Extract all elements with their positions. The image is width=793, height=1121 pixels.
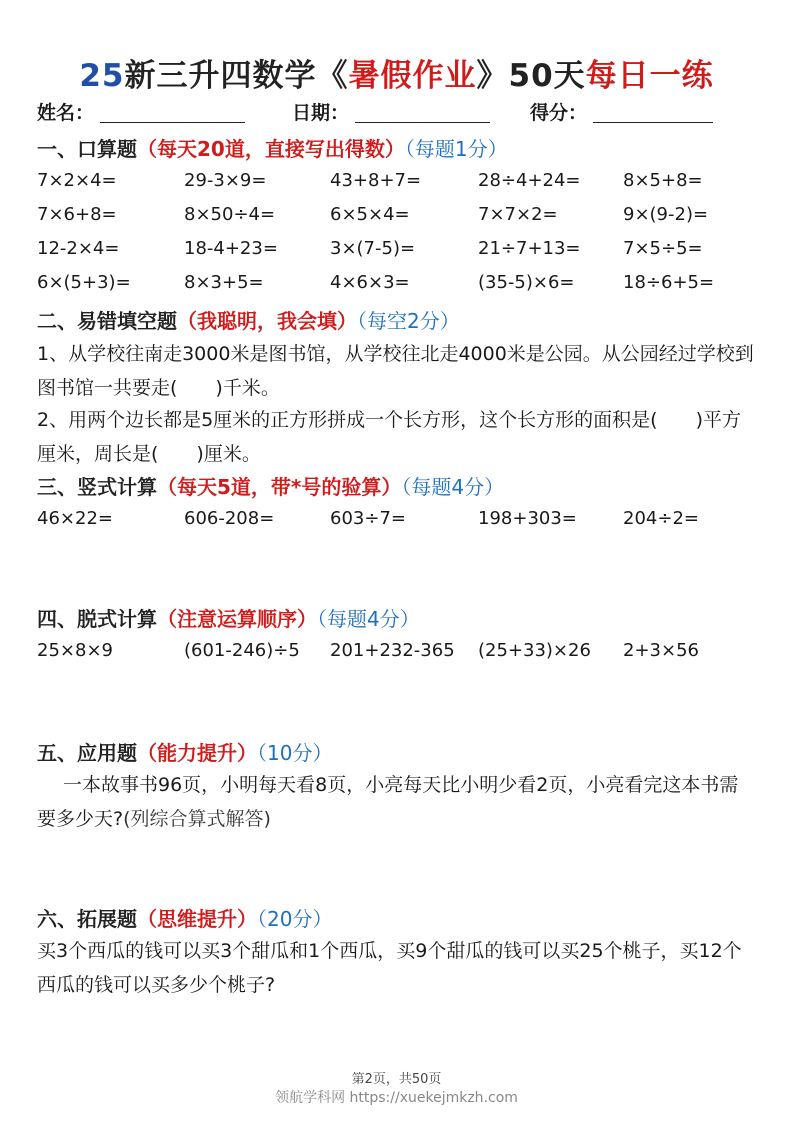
section-5-heading [37,737,332,766]
word-problem [37,768,757,836]
page-number: 第2页，共50页 [351,1072,442,1087]
title-highlight: 暑假作业 [348,58,477,94]
oral-calc-item: 28÷4+24= [478,170,581,191]
calc-item: 606-208= [184,508,275,529]
section-title: 六、拓展题 [37,907,137,931]
section-title: 五、应用题 [37,741,137,765]
title-part: 新三升四数学《 [124,58,349,94]
calc-item: 198+303= [478,508,577,529]
section-4-heading [37,603,420,632]
name-label: 姓名： [37,102,95,124]
score-label: 得分： [530,102,588,124]
oral-calc-item: 12-2×4= [37,238,120,259]
section-note: （注意运算顺序） [157,607,317,631]
oral-calc-row [0,170,793,196]
oral-calc-row [0,272,793,298]
oral-calc-item: 4×6×3= [330,272,410,293]
oral-calc-item: 7×6+8= [37,204,117,225]
oral-calc-item: 9×(9-2)= [623,204,709,225]
date-blank[interactable] [355,104,490,123]
section-note: （每天20道，直接写出得数） [137,137,405,161]
oral-calc-item: 21÷7+13= [478,238,581,259]
word-problem-hint: (列综合算式解答) [123,808,271,830]
title-part: 》50天 [476,58,586,94]
oral-calc-item: (35-5)×6= [478,272,575,293]
watermark: 领航学科网 https://xuekejmkzh.com [275,1090,518,1106]
oral-calc-row [0,238,793,264]
calc-item: 204÷2= [623,508,699,529]
calc-item: 603÷7= [330,508,406,529]
section-score: （每空2分） [357,309,460,333]
section-note: （能力提升） [137,741,257,765]
oral-calc-item: 3×(7-5)= [330,238,416,259]
section-title: 二、易错填空题 [37,309,177,333]
oral-calc-item: 7×7×2= [478,204,558,225]
oral-calc-item: 7×2×4= [37,170,117,191]
section-title: 一、口算题 [37,137,137,161]
section-note: （每天5道，带*号的验算） [157,475,402,499]
word-problem-text: 一本故事书96页，小明每天看8页，小亮每天比小明少看2页，小亮看完这本书需要多少天? [37,774,739,830]
calc-item: 201+232-365 [330,640,455,661]
footer [0,1068,793,1107]
oral-calc-item: 8×5+8= [623,170,703,191]
oral-calc-item: 8×50÷4= [184,204,276,225]
date-field[interactable] [292,98,490,125]
calc-item: 46×22= [37,508,113,529]
calc-item: 2+3×56 [623,640,699,661]
oral-calc-item: 7×5÷5= [623,238,703,259]
oral-calc-item: 6×(5+3)= [37,272,131,293]
name-blank[interactable] [100,104,245,123]
section-note: （我聪明，我会填） [177,309,357,333]
section-score: （每题1分） [404,137,508,161]
section-score: （20分） [257,907,333,931]
section-2-heading [37,305,460,334]
section-note: （思维提升） [137,907,257,931]
section-title: 三、竖式计算 [37,475,157,499]
oral-calc-item: 18-4+23= [184,238,278,259]
score-field[interactable] [530,98,713,125]
calc-item: (601-246)÷5 [184,640,300,661]
title-highlight: 每日一练 [585,58,714,94]
section-score: （每题4分） [317,607,420,631]
title-number: 25 [79,58,125,94]
oral-calc-item: 8×3+5= [184,272,264,293]
step-calc-row [0,640,793,666]
section-score: （10分） [257,741,333,765]
name-field[interactable] [37,98,245,125]
fill-question-1: 1、从学校往南走3000米是图书馆，从学校往北走4000米是公园。从公园经过学校到图书馆一共要走( )千米。 [37,343,754,399]
oral-calc-item: 18÷6+5= [623,272,715,293]
extension-problem: 买3个西瓜的钱可以买3个甜瓜和1个西瓜，买9个甜瓜的钱可以买25个桃子，买12个西瓜的钱可以买多少个桃子? [37,940,742,996]
calc-item: (25+33)×26 [478,640,591,661]
section-3-heading [37,471,504,500]
oral-calc-item: 29-3×9= [184,170,267,191]
oral-calc-item: 43+8+7= [330,170,422,191]
oral-calc-item: 6×5×4= [330,204,410,225]
calc-item: 25×8×9 [37,640,113,661]
score-blank[interactable] [593,104,713,123]
section-6-heading [37,903,332,932]
page-title [0,50,793,95]
fill-question-2: 2、用两个边长都是5厘米的正方形拼成一个长方形，这个长方形的面积是( )平方厘米，周长是( )厘米。 [37,409,742,465]
section-1-heading [37,133,508,162]
section-score: （每题4分） [401,475,505,499]
section-title: 四、脱式计算 [37,607,157,631]
oral-calc-row [0,204,793,230]
vertical-calc-row [0,508,793,534]
date-label: 日期： [292,102,350,124]
